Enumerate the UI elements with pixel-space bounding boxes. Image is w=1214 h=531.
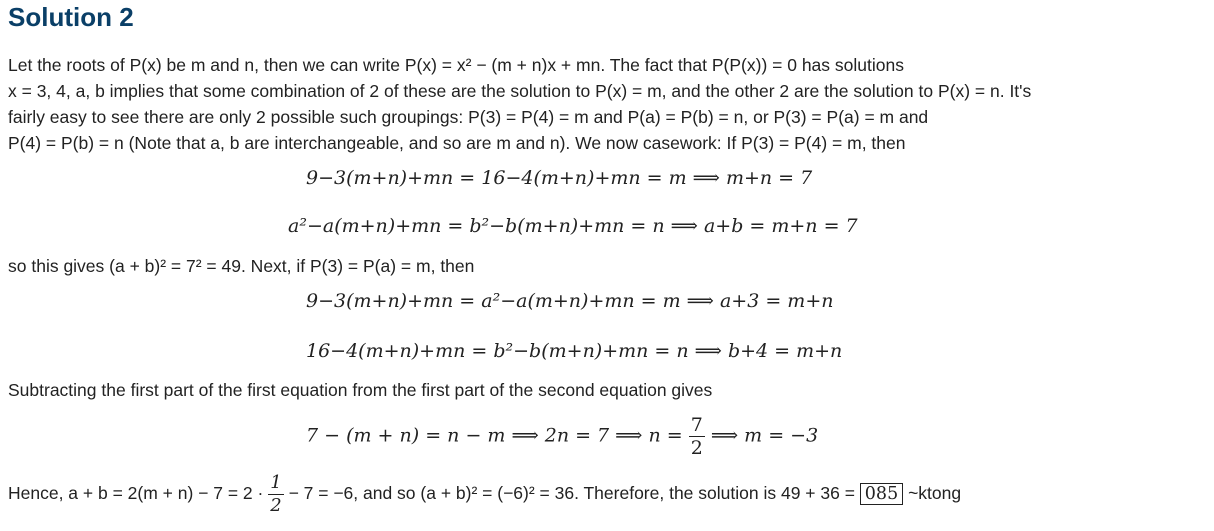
subtract-line: Subtracting the first part of the first equation from the first part of the second equation gives: [8, 380, 713, 400]
final-middle: − 7 = −6, and so (a + b)² = (−6)² = 36. Therefore, the solution is 49 + 36 =: [288, 483, 855, 504]
solution-heading: Solution 2: [8, 2, 134, 32]
equation-1: 9−3(m+n)+mn = 16−4(m+n)+mn = m ⟹ m+n = 7: [306, 167, 813, 189]
final-left: Hence, a + b = 2(m + n) − 7 = 2 ·: [8, 483, 264, 504]
fraction-numerator: 1: [270, 472, 282, 493]
fraction-denominator: 2: [690, 437, 703, 459]
intro-line-2: x = 3, 4, a, b implies that some combination of 2 of these are the solution to P(x) = m, and the other 2 are the solution to P(x) = n. It's: [8, 81, 1032, 101]
intro-paragraph: [8, 52, 1208, 156]
equation-3: 9−3(m+n)+mn = a²−a(m+n)+mn = m ⟹ a+3 = m+n: [306, 290, 834, 312]
equation-2: a²−a(m+n)+mn = b²−b(m+n)+mn = n ⟹ a+b = m+n = 7: [288, 215, 858, 237]
fraction-numerator: 7: [690, 414, 703, 436]
fraction-seven-halves: [689, 414, 705, 459]
fraction-one-half: [268, 472, 283, 517]
equation-5-right: ⟹ m = −3: [710, 424, 819, 447]
intro-line-4: P(4) = P(b) = n (Note that a, b are interchangeable, and so are m and n). We now casework: If P(3) = P(4) = m, then: [8, 133, 906, 153]
intro-line-1: Let the roots of P(x) be m and n, then we can write P(x) = x² − (m + n)x + mn. The fact that P(P(x)) = 0 has solutions: [8, 55, 904, 75]
equation-5: [306, 414, 818, 459]
fraction-denominator: 2: [270, 495, 282, 516]
equation-4: 16−4(m+n)+mn = b²−b(m+n)+mn = n ⟹ b+4 = m+n: [306, 340, 843, 362]
equation-5-left: 7 − (m + n) = n − m ⟹ 2n = 7 ⟹ n =: [306, 424, 683, 447]
final-line: [8, 472, 961, 517]
result-line: so this gives (a + b)² = 7² = 49. Next, if P(3) = P(a) = m, then: [8, 256, 475, 276]
intro-line-3: fairly easy to see there are only 2 possible such groupings: P(3) = P(4) = m and P(a) = P(b) = n, or P(3) = P(a) = m and: [8, 107, 929, 127]
author-signature: ~ktong: [908, 483, 962, 504]
boxed-answer: 085: [860, 483, 903, 505]
